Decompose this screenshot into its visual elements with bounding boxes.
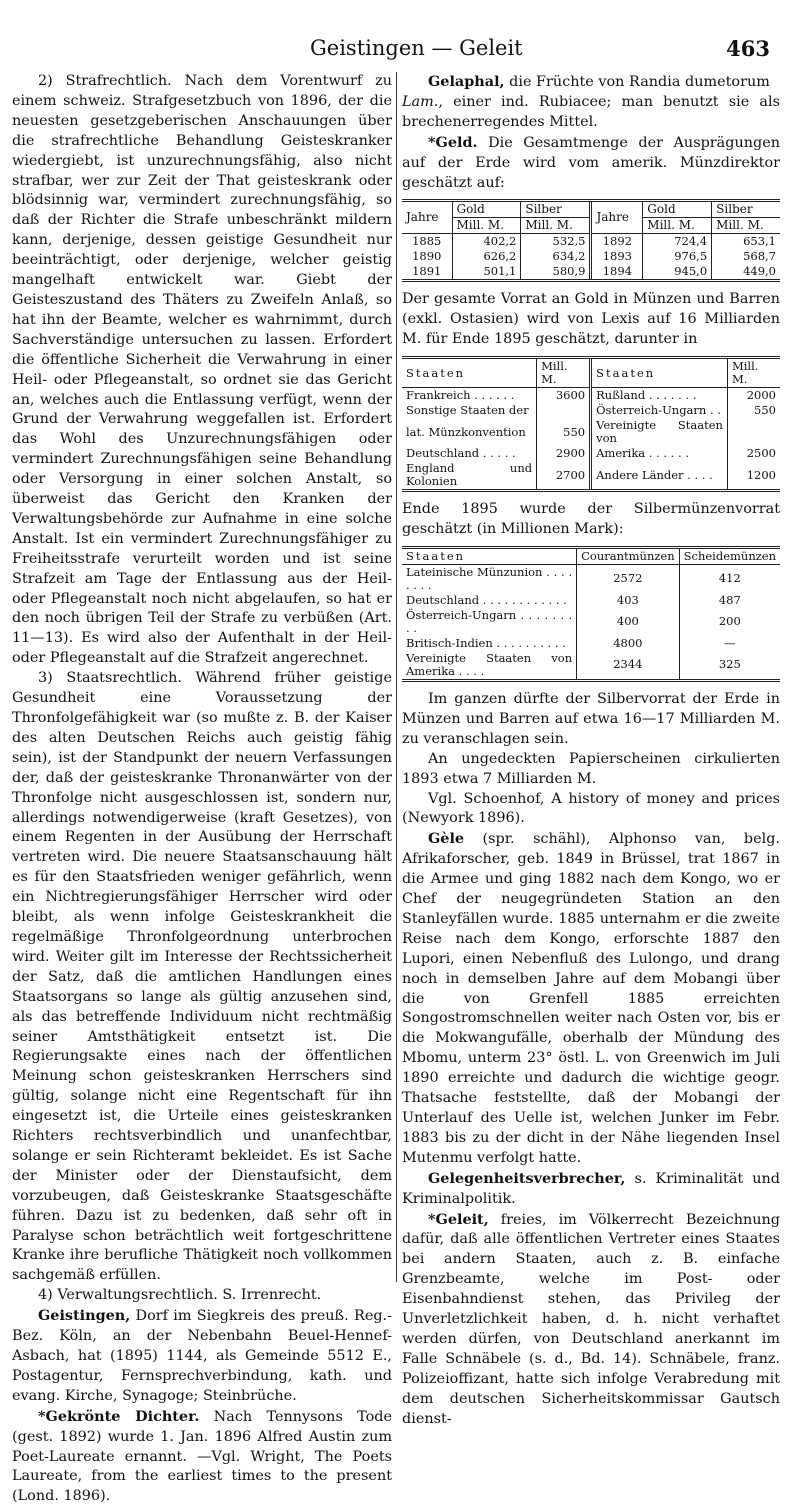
- paragraph-literatur: Vgl. Schoenhof, A history of money and prices (Newyork 1896).: [402, 790, 780, 827]
- table-row: Frankreich . . . . . . 3600 Rußland . . . . . . . 2000: [402, 388, 780, 404]
- entry-gele: Gèle (spr. schähl), Alphonso van, belg. Afrikaforscher, geb. 1849 in Brüssel, trat 1867 in die Armee und ging 1882 nach dem Kongo, wo er Chef der neugegründeten Station an den Stanleyfällen wurde. 1885 unternahm er die zweite Reise nach dem Kongo, erforschte 1887 den Lupori, einen Nebenfluß des Lulongo, und drang noch in demselben Jahre auf dem Mobangi über die von Grenfell 1885 erreichten Songostromschnellen weiter nach Osten vor, bis er die Mokwangufälle, oberhalb der Mündung des Mbomu, unterm 23° östl. L. von Greenwich im Juli 1890 erreichte und dadurch die wichtige geogr. Thatsache feststellte, daß der Mobangi der Unterlauf des Uelle ist, welchen Junker im Febr. 1883 bis zu der dicht in der Nähe liegenden Insel Mutenmu verfolgt hatte.: [402, 830, 780, 1166]
- table-row: Vereinigte Staaten von Amerika . . . . 2344 325: [402, 651, 780, 681]
- table-row: 1885 402,2 532,5 1892 724,4 653,1: [402, 234, 780, 250]
- silver-stock-table: [402, 546, 780, 682]
- entry-geleit: *Geleit, freies, im Völkerrecht Bezeichnung dafür, daß alle öffentlichen Vertreter eines Staates bei andern Staaten, auch z. B. einfache Grenzbeamte, welche im Post- oder Eisenbahndienst stehen, das Privileg der Unverletzlichkeit haben, d. h. nicht verhaftet werden dürfen, von Deutschland anerkannt im Falle Schnäbele (s. d., Bd. 14). Schnäbele, franz. Polizeioffizant, hatte sich infolge Verabredung mit dem deutschen Sicherheitskommissar Gautsch dienst-: [402, 1210, 780, 1427]
- entry-geld: *Geld. Die Gesamtmenge der Ausprägungen auf der Erde wird vom amerik. Münzdirektor geschätzt auf:: [402, 133, 780, 191]
- col-unit: Mill. M.: [452, 218, 521, 234]
- paragraph-silber-gesamt: Im ganzen dürfte der Silbervorrat der Erde in Münzen und Barren auf etwa 16—17 Milliarden M. zu veranschlagen sein.: [402, 690, 780, 747]
- entry-headword: *Gekrönte Dichter.: [38, 1407, 200, 1425]
- paragraph-staatsrechtlich: 3) Staatsrechtlich. Während früher geistige Gesundheit eine Voraussetzung der Thronfolgefähigkeit war (so mußte z. B. der Kaiser des alten Deutschen Reichs auch geistig fähig sein), ist der Standpunkt der neuern Verfassungen der, daß der geisteskranke Thronanwärter von der Thronfolge nicht ausgeschlossen ist, sondern nur, allerdings notwendigerweise (kraft Gesetzes), von einem Regenten in der Ausübung der Herrschaft vertreten wird. Die neuere Staatsanschauung hält es für den Staatsfrieden weniger gefährlich, wenn ein Nichtregierungsfähiger Herrscher wird oder bleibt, als wenn infolge Geisteskrankheit die regelmäßige Thronfolgeordnung unterbrochen wird. Weiter gilt im Interesse der Rechtssicherheit der Satz, daß die amtlichen Handlungen eines Staatsorgans so lange als gültig anzusehen sind, als das betreffende Individuum nicht rechtmäßig seiner Amtsthätigkeit entsetzt ist. Die Regierungsakte eines nach der öffentlichen Meinung schon geisteskranken Herrschers sind gültig, solange nicht eine Regentschaft für ihn eingesetzt ist, die Urteile eines geisteskranken Richters rechtsverbindlich und unanfechtbar, solange er sein Richteramt bekleidet. Es ist Sache der Minister oder der Dienstaufsicht, dem vorzubeugen, daß Geisteskranke Staatsgeschäfte führen. Dazu ist zu bedenken, daß sehr oft in Paralyse schon beträchtlich weit fortgeschrittene Kranke ihre berufliche Thätigkeit noch vollkommen sachgemäß erfüllen.: [12, 670, 392, 1284]
- col-jahre: Jahre: [402, 201, 452, 234]
- entry-headword: *Geld.: [428, 133, 478, 151]
- col-mill: Mill. M.: [537, 358, 591, 388]
- col-unit: Mill. M.: [712, 218, 780, 234]
- col-staaten: Staaten: [591, 358, 728, 388]
- table-row: lat. Münzkonvention 550 Vereinigte Staaten von: [402, 418, 780, 446]
- table-row: 1891 501,1 580,9 1894 945,0 449,0: [402, 264, 780, 281]
- paragraph-verwaltungsrechtlich: 4) Verwaltungsrechtlich. S. Irrenrecht.: [38, 1287, 322, 1304]
- entry-text: Nach Tennysons Tode (gest. 1892) wurde 1. Jan. 1896 Alfred Austin zum Poet-Laureate ernannt. —Vgl. Wright, The Poets Laureate, from the earliest times to the present (Lond. 1896).: [12, 1408, 392, 1505]
- entry-gekroente-dichter: [12, 1407, 392, 1507]
- paragraph-gold-vorrat: Der gesamte Vorrat an Gold in Münzen und Barren (exkl. Ostasien) wird von Lexis auf 16 Milliarden M. für Ende 1895 geschätzt, darunter in: [402, 291, 780, 348]
- author-abbrev: Lam.: [402, 93, 439, 110]
- table-row: Deutschland . . . . . 2900 Amerika . . . . . . 2500: [402, 446, 780, 461]
- entry-gelegenheitsverbrecher: Gelegenheitsverbrecher, s. Kriminalität und Kriminalpolitik.: [402, 1169, 780, 1207]
- coinage-table: [402, 199, 780, 282]
- col-gold: Gold: [452, 201, 521, 218]
- col-scheide: Scheidemünzen: [679, 547, 780, 564]
- page-header: [40, 36, 770, 70]
- table-row: Britisch-Indien . . . . . . . . . . 4800 —: [402, 636, 780, 651]
- entry-headword: *Geleit,: [428, 1210, 489, 1228]
- paragraph-silber-vorrat: Ende 1895 wurde der Silbermünzenvorrat geschätzt (in Millionen Mark):: [402, 501, 780, 538]
- col-silber: Silber: [712, 201, 780, 218]
- table-row: Sonstige Staaten der Österreich-Ungarn . . 550: [402, 403, 780, 418]
- entry-gelaphal: Gelaphal, die Früchte von Randia dumetorum Lam., einer ind. Rubiacee; man benutzt sie als brechenerregendes Mittel.: [402, 73, 780, 130]
- table-row: England und Kolonien 2700 Andere Länder . . . . 1200: [402, 461, 780, 491]
- right-column: [402, 72, 780, 1430]
- left-column: [12, 72, 392, 1507]
- col-gold: Gold: [643, 201, 712, 218]
- col-unit: Mill. M.: [521, 218, 591, 234]
- col-silber: Silber: [521, 201, 591, 218]
- table-row: Österreich-Ungarn . . . . . . . . . 400 200: [402, 608, 780, 636]
- table-row: 1890 626,2 634,2 1893 976,5 568,7: [402, 249, 780, 264]
- table-row: Lateinische Münzunion . . . . . . . . 2572 412: [402, 564, 780, 593]
- entry-geistingen: [12, 1306, 392, 1407]
- entry-headword: Geistingen,: [38, 1307, 131, 1325]
- col-courant: Courantmünzen: [577, 547, 680, 564]
- col-staaten: Staaten: [402, 547, 577, 564]
- gold-stock-table: [402, 356, 780, 492]
- running-title: Geistingen — Geleit: [310, 36, 523, 60]
- col-jahre: Jahre: [591, 201, 643, 234]
- entry-headword: Gelegenheitsverbrecher,: [428, 1169, 626, 1187]
- entry-headword: Gèle: [428, 830, 465, 848]
- col-mill: Mill. M.: [727, 358, 780, 388]
- table-row: Deutschland . . . . . . . . . . . . 403 487: [402, 593, 780, 608]
- entry-text: Dorf im Siegkreis des preuß. Reg.-Bez. Köln, an der Nebenbahn Beuel-Hennef-Asbach, hat (1895) 1144, als Gemeinde 5512 E., Postagentur, Fernsprechverbindung, kath. und evang. Kirche, Synagoge; Steinbrüche.: [12, 1308, 392, 1404]
- paragraph-papierscheine: An ungedeckten Papierscheinen cirkulierten 1893 etwa 7 Milliarden M.: [402, 750, 780, 787]
- col-unit: Mill. M.: [643, 218, 712, 234]
- column-divider: [396, 72, 397, 1282]
- paragraph-strafrechtlich: 2) Strafrechtlich. Nach dem Vorentwurf zu einem schweiz. Strafgesetzbuch von 1896, der die neuesten gesetzgeberischen Anschauungen über die strafrechtliche Behandlung Geisteskranker wiedergiebt, ist unzurechnungsfähig, also nicht strafbar, wer zur Zeit der That geisteskrank oder blödsinnig war, vermindert zurechnungsfähig, so daß der Richter die Strafe unbeschränkt mildern kann, derjenige, dessen geistige Gesundheit nur beeinträchtigt, oder derjenige, welcher geistig mangelhaft entwickelt war. Giebt der Geisteszustand des Thäters zu Zweifeln Anlaß, so hat ihn der Beamte, welcher es wahrnimmt, durch Sachverständige untersuchen zu lassen. Erfordert die öffentliche Sicherheit die Verwahrung in einer Heil- oder Pflegeanstalt, so ordnet sie das Gericht an, welches auch die Entlassung verfügt, wenn der Grund der Verwahrung weggefallen ist. Erfordert das Wohl des Unzurechnungsfähigen oder vermindert Zurechnungsfähigen seine Behandlung oder Versorgung in einer solchen Anstalt, so überweist das Gericht den Kranken der Verwaltungsbehörde zur Aufnahme in eine solche Anstalt. Ist ein vermindert Zurechnungsfähiger zu Freiheitsstrafe verurteilt worden und ist seine Strafzeit am Tage der Entlassung aus der Heil- oder Pflegeanstalt noch nicht abgelaufen, so hat er den noch übrigen Teil der Strafe zu verbüßen (Art. 11—13). Es wird also der Aufenthalt in der Heil- oder Pflegeanstalt auf die Strafzeit angerechnet.: [12, 73, 392, 667]
- page-number: 463: [726, 36, 770, 61]
- entry-headword: Gelaphal,: [428, 73, 505, 90]
- col-staaten: Staaten: [402, 358, 537, 388]
